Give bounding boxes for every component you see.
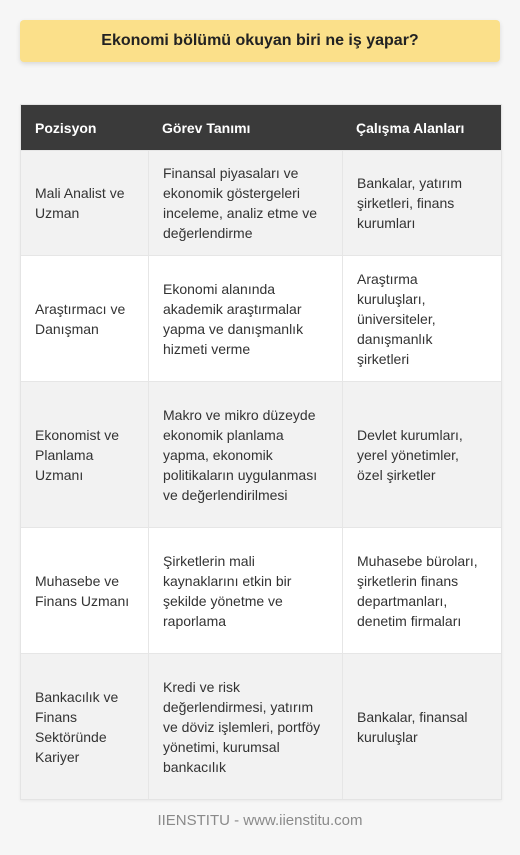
description-cell: Kredi ve risk değerlendirmesi, yatırım ve döviz işlemleri, portföy yönetimi, kurumsal bankacılık (148, 654, 342, 799)
areas-cell: Muhasebe büroları, şirketlerin finans departmanları, denetim firmaları (342, 528, 501, 653)
page-title: Ekonomi bölümü okuyan biri ne iş yapar? (20, 20, 500, 62)
position-cell: Bankacılık ve Finans Sektöründe Kariyer (35, 688, 119, 765)
column-header-areas: Çalışma Alanları (356, 119, 465, 136)
column-header-description: Görev Tanımı (162, 119, 251, 136)
position-cell: Muhasebe ve Finans Uzmanı (35, 572, 130, 609)
areas-cell: Araştırma kuruluşları, üniversiteler, danışmanlık şirketleri (342, 256, 501, 381)
position-cell: Ekonomist ve Planlama Uzmanı (35, 426, 120, 483)
position-cell: Mali Analist ve Uzman (35, 185, 125, 221)
table-row (21, 150, 501, 255)
description-cell: Makro ve mikro düzeyde ekonomik planlama yapma, ekonomik politikaların uygulanması ve değerlendirilmesi (148, 382, 342, 527)
areas-cell: Bankalar, yatırım şirketleri, finans kurumları (342, 151, 501, 255)
areas-cell: Devlet kurumları, yerel yönetimler, özel şirketler (342, 382, 501, 527)
description-cell: Ekonomi alanında akademik araştırmalar yapma ve danışmanlık hizmeti verme (148, 256, 342, 381)
position-cell: Araştırmacı ve Danışman (35, 300, 126, 337)
table-row (21, 653, 501, 799)
areas-cell: Bankalar, finansal kuruluşlar (342, 654, 501, 799)
description-cell: Şirketlerin mali kaynaklarını etkin bir şekilde yönetme ve raporlama (148, 528, 342, 653)
table-row (21, 381, 501, 527)
footer-brand: IIENSTITU - www.iienstitu.com (157, 812, 363, 829)
careers-table (20, 104, 502, 800)
column-header-position: Pozisyon (35, 119, 97, 136)
table-row (21, 255, 501, 381)
table-header-row (21, 105, 501, 150)
table-row (21, 527, 501, 653)
description-cell: Finansal piyasaları ve ekonomik göstergeleri inceleme, analiz etme ve değerlendirme (148, 151, 342, 255)
